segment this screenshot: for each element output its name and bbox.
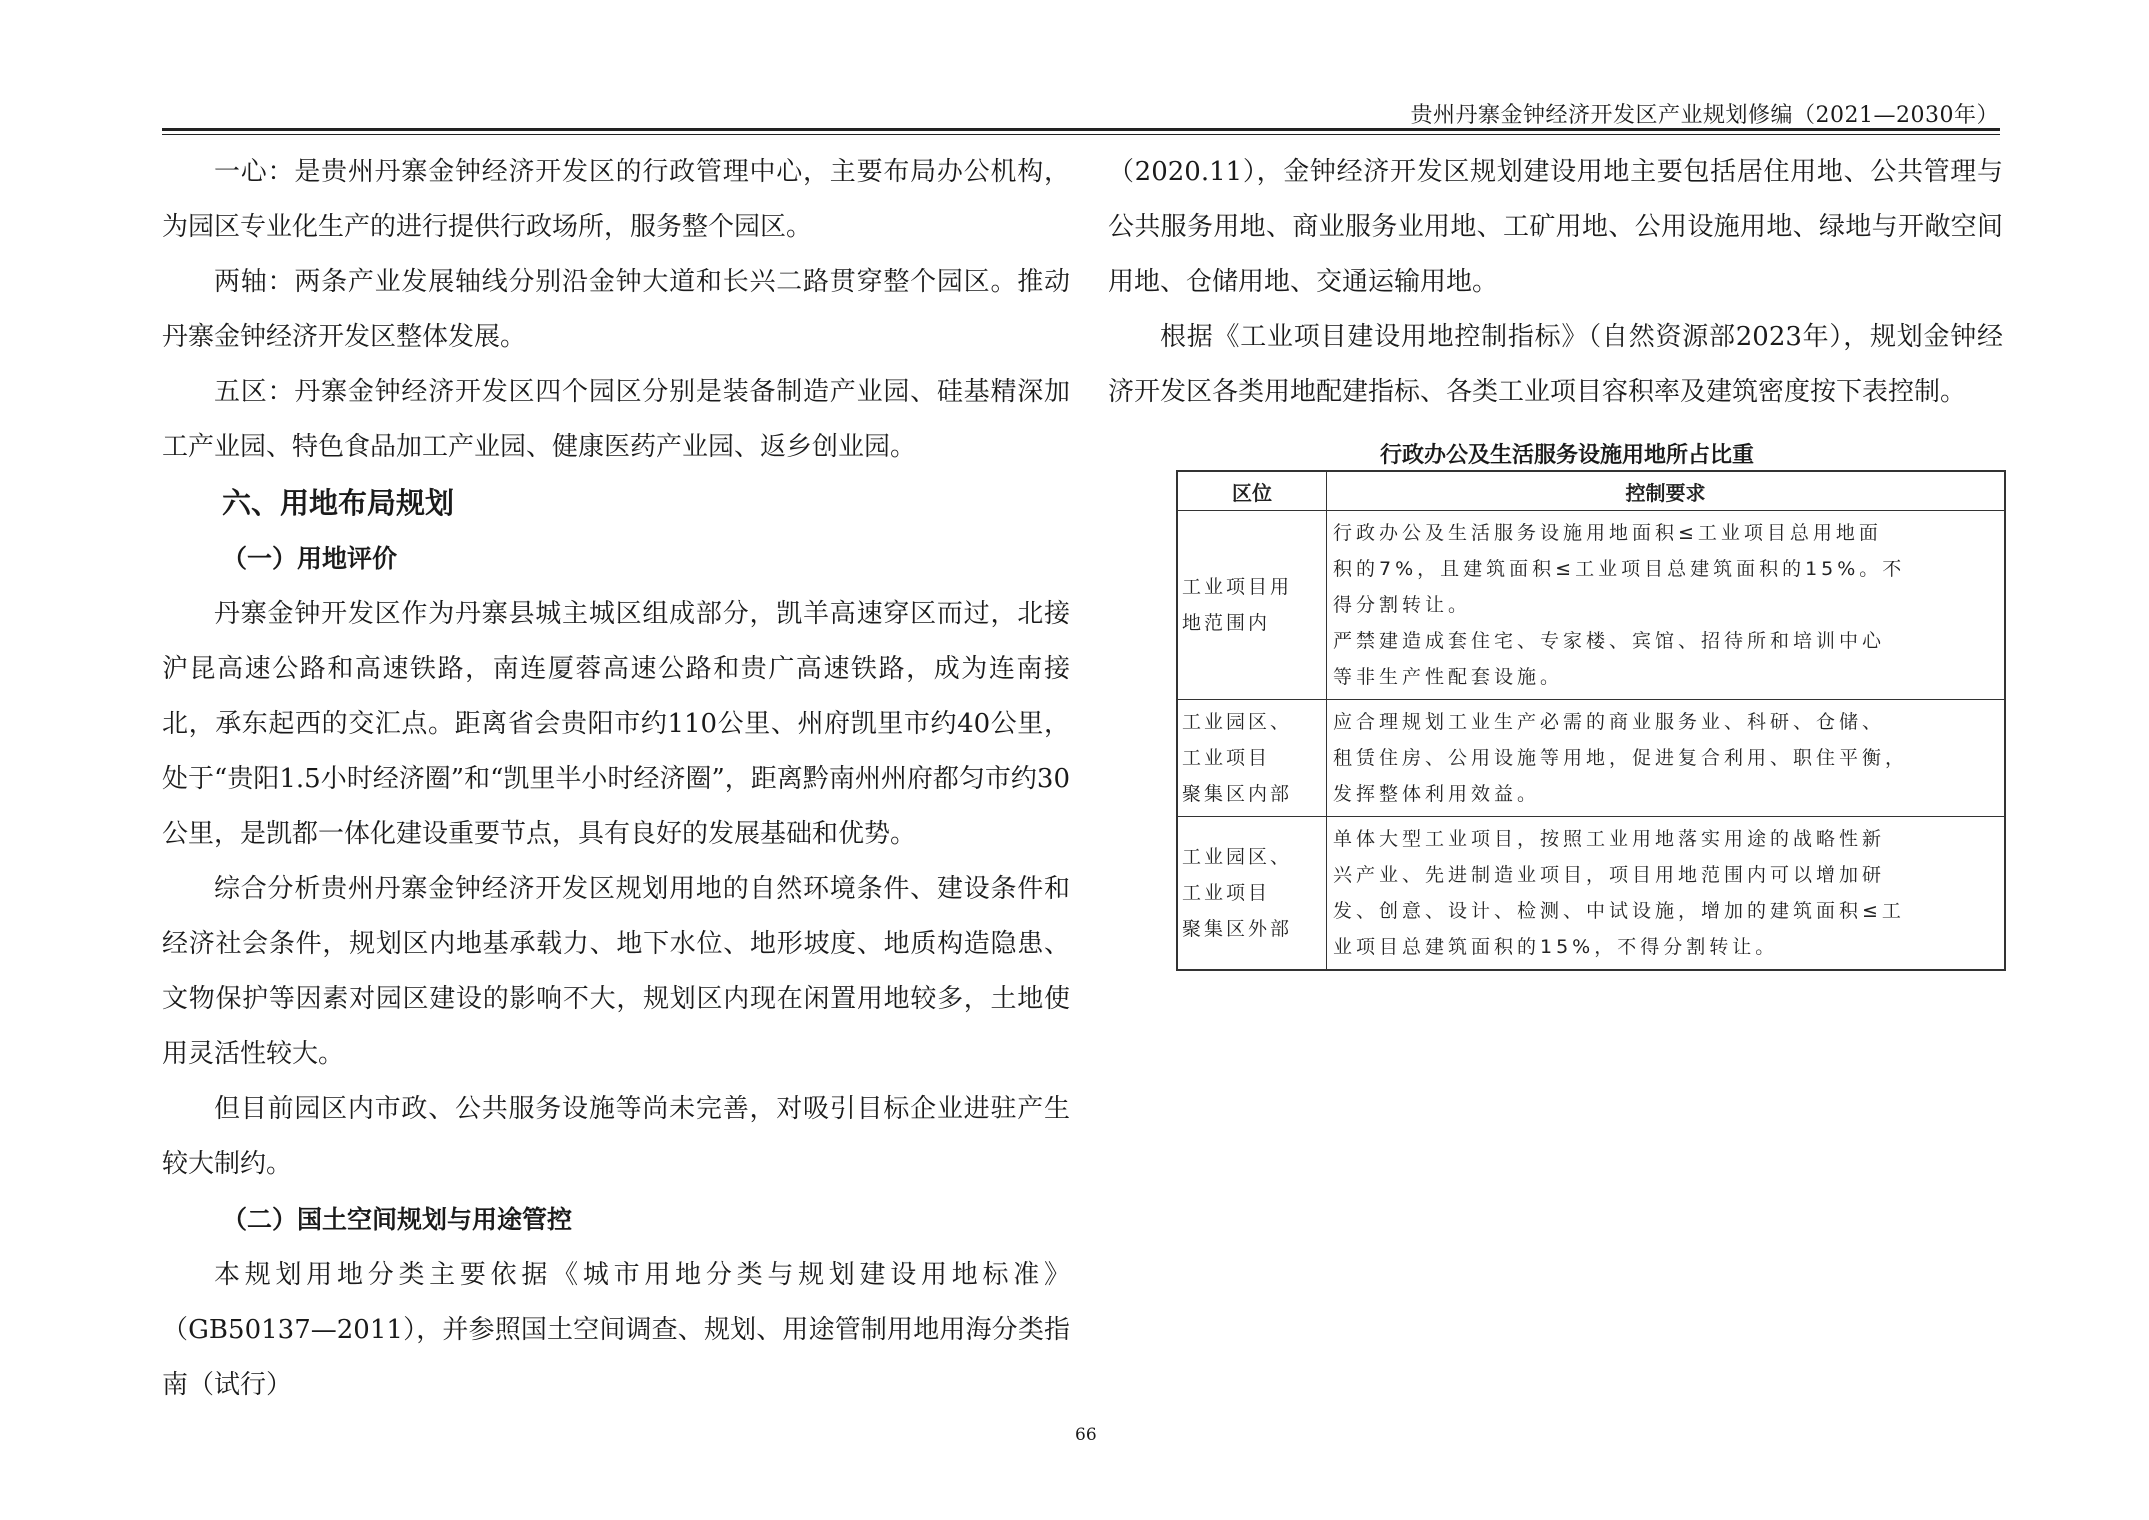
table-row	[1177, 817, 2005, 971]
header-rule	[162, 134, 2000, 135]
page-number: 66	[1075, 1425, 1097, 1445]
column-header-zone: 区位	[1177, 471, 1327, 511]
zone-line: 工业项目	[1182, 747, 1271, 769]
right-column	[1108, 145, 2003, 420]
zone-cell	[1177, 700, 1327, 817]
zone-line: 聚集区外部	[1182, 918, 1293, 940]
requirement-cell	[1327, 511, 2006, 700]
column-header-requirement: 控制要求	[1327, 471, 2006, 511]
requirement-line: 业项目总建筑面积的15%，不得分割转让。	[1333, 936, 1779, 958]
requirement-cell	[1327, 817, 2006, 971]
table-row	[1177, 511, 2005, 700]
requirement-line: 积的7%，且建筑面积≤工业项目总建筑面积的15%。不	[1333, 558, 1906, 580]
zone-line: 工业项目	[1182, 882, 1271, 904]
requirement-line: 单体大型工业项目，按照工业用地落实用途的战略性新	[1333, 828, 1886, 850]
requirement-line: 严禁建造成套住宅、专家楼、宾馆、招待所和培训中心	[1333, 630, 1886, 652]
zone-line: 工业园区、	[1182, 711, 1293, 733]
requirement-line: 发挥整体利用效益。	[1333, 783, 1541, 805]
paragraph: 综合分析贵州丹寨金钟经济开发区规划用地的自然环境条件、建设条件和经济社会条件，规划区内地基承载力、地下水位、地形坡度、地质构造隐患、文物保护等因素对园区建设的影响不大，规划区内现在闲置用地较多，土地使用灵活性较大。	[162, 874, 1070, 1069]
subsection-heading: （一）用地评价	[222, 544, 398, 573]
table-row	[1177, 700, 2005, 817]
paragraph: 一心：是贵州丹寨金钟经济开发区的行政管理中心，主要布局办公机构，为园区专业化生产的进行提供行政场所，服务整个园区。	[162, 157, 1070, 242]
table-title: 行政办公及生活服务设施用地所占比重	[1380, 443, 1755, 468]
zone-cell	[1177, 511, 1327, 700]
paragraph: 丹寨金钟开发区作为丹寨县城主城区组成部分，凯羊高速穿区而过，北接沪昆高速公路和高速铁路，南连厦蓉高速公路和贵广高速铁路，成为连南接北，承东起西的交汇点。距离省会贵阳市约110公里、州府凯里市约40公里，处于“贵阳1.5小时经济圈”和“凯里半小时经济圈”，距离黔南州州府都匀市约30公里，是凯都一体化建设重要节点，具有良好的发展基础和优势。	[162, 599, 1070, 849]
requirement-line: 兴产业、先进制造业项目，项目用地范围内可以增加研	[1333, 864, 1886, 886]
control-table	[1176, 470, 2006, 971]
paragraph: （2020.11），金钟经济开发区规划建设用地主要包括居住用地、公共管理与公共服务用地、商业服务业用地、工矿用地、公用设施用地、绿地与开敞空间用地、仓储用地、交通运输用地。	[1108, 157, 2003, 297]
requirement-line: 得分割转让。	[1333, 594, 1472, 616]
zone-line: 工业园区、	[1182, 846, 1293, 868]
requirement-line: 租赁住房、公用设施等用地，促进复合利用、职住平衡，	[1333, 747, 1909, 769]
requirement-line: 等非生产性配套设施。	[1333, 666, 1564, 688]
requirement-line: 行政办公及生活服务设施用地面积≤工业项目总用地面	[1333, 522, 1882, 544]
zone-line: 工业项目用	[1182, 576, 1293, 598]
paragraph: 本规划用地分类主要依据《城市用地分类与规划建设用地标准》（GB50137—2011），并参照国土空间调查、规划、用途管制用地用海分类指南（试行）	[162, 1260, 1070, 1400]
running-header: 贵州丹寨金钟经济开发区产业规划修编（2021—2030年）	[1410, 103, 1999, 128]
table-header-row	[1177, 471, 2005, 511]
requirement-line: 应合理规划工业生产必需的商业服务业、科研、仓储、	[1333, 711, 1886, 733]
paragraph: 根据《工业项目建设用地控制指标》（自然资源部2023年），规划金钟经济开发区各类用地配建指标、各类工业项目容积率及建筑密度按下表控制。	[1108, 322, 2003, 407]
paragraph: 但目前园区内市政、公共服务设施等尚未完善，对吸引目标企业进驻产生较大制约。	[162, 1094, 1070, 1179]
header-rule	[162, 128, 2000, 131]
paragraph: 五区：丹寨金钟经济开发区四个园区分别是装备制造产业园、硅基精深加工产业园、特色食品加工产业园、健康医药产业园、返乡创业园。	[162, 377, 1070, 462]
zone-line: 聚集区内部	[1182, 783, 1293, 805]
paragraph: 两轴：两条产业发展轴线分别沿金钟大道和长兴二路贯穿整个园区。推动丹寨金钟经济开发区整体发展。	[162, 267, 1070, 352]
zone-cell	[1177, 817, 1327, 971]
section-heading: 六、用地布局规划	[222, 486, 455, 520]
subsection-heading: （二）国土空间规划与用途管控	[222, 1205, 573, 1234]
requirement-cell	[1327, 700, 2006, 817]
requirement-line: 发、创意、设计、检测、中试设施，增加的建筑面积≤工	[1333, 900, 1905, 922]
left-column	[162, 145, 1070, 1413]
zone-line: 地范围内	[1182, 612, 1271, 634]
